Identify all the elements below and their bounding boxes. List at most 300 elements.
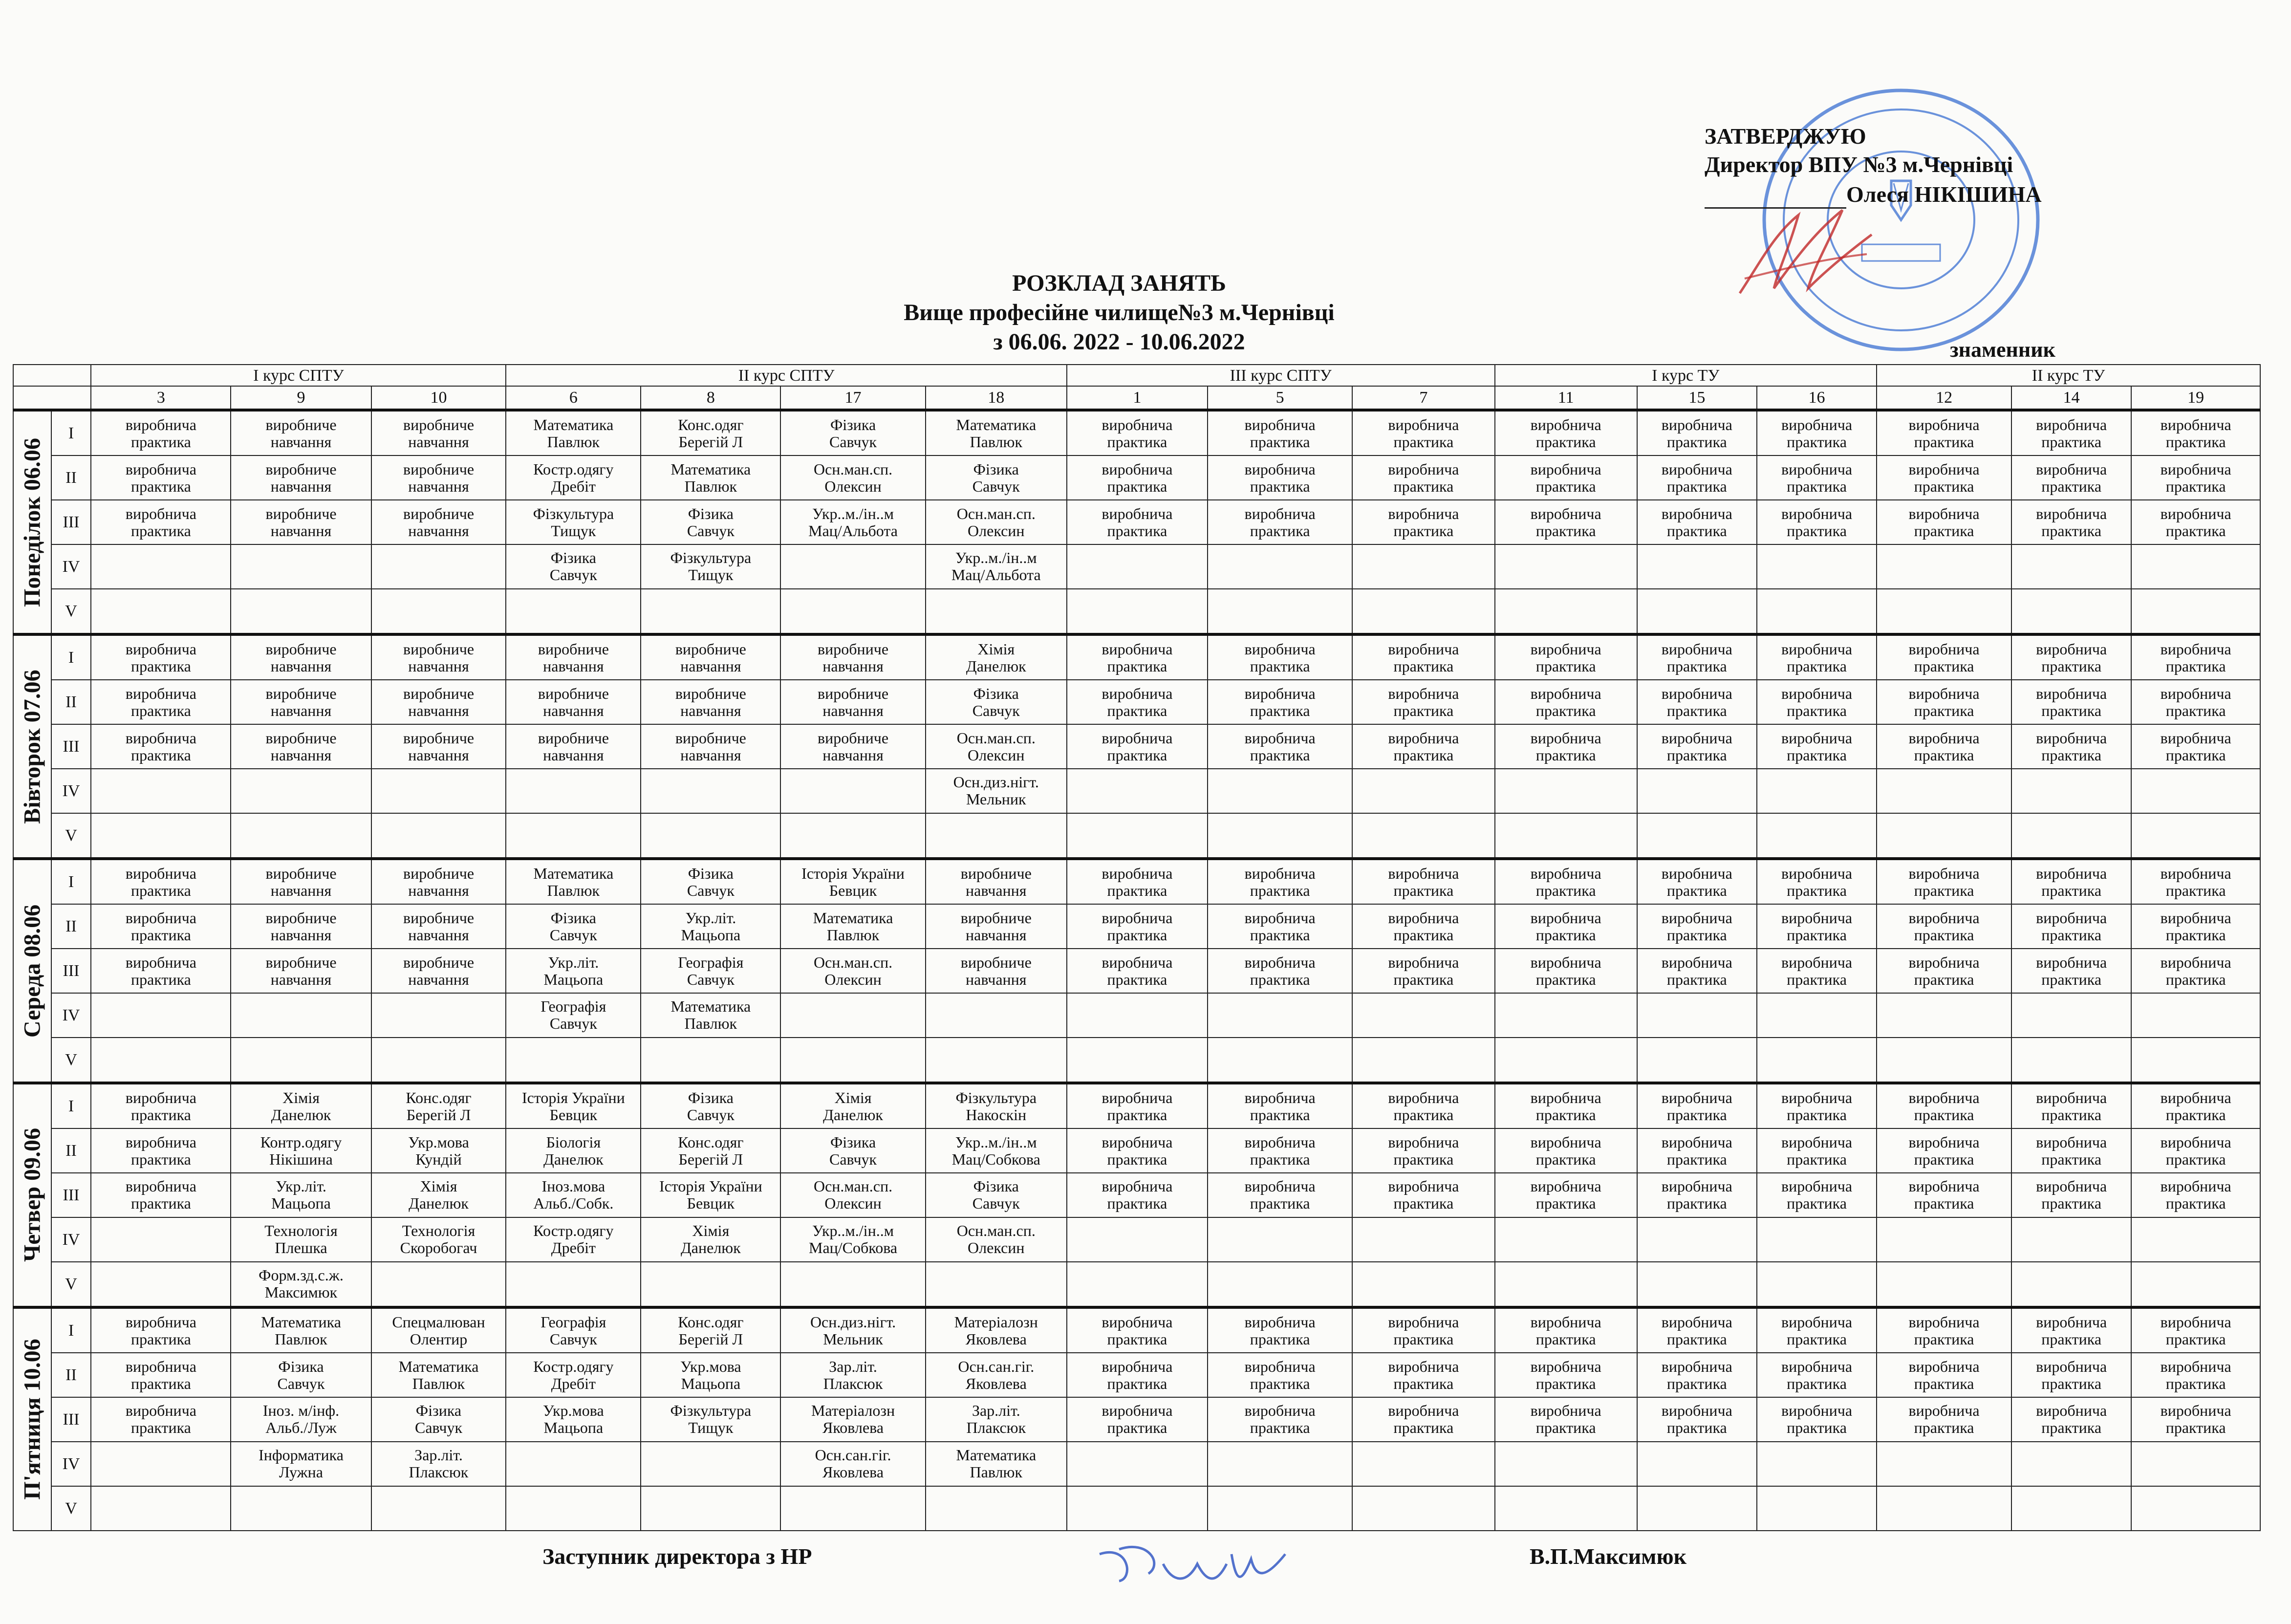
lesson-cell: виробниче навчання: [926, 859, 1067, 904]
lesson-cell: виробнича практика: [1208, 859, 1352, 904]
lesson-cell: [1352, 993, 1494, 1038]
lesson-cell: Укр.мова Мацьопа: [641, 1353, 780, 1397]
lesson-cell: виробниче навчання: [231, 500, 371, 544]
lesson-cell: [2131, 993, 2260, 1038]
lesson-cell: виробниче навчання: [641, 634, 780, 680]
lesson-cell: виробнича практика: [1352, 1353, 1494, 1397]
lesson-cell: Осн.диз.нігт. Мельник: [926, 769, 1067, 813]
lesson-cell: [231, 589, 371, 634]
lesson-cell: [641, 589, 780, 634]
lesson-cell: виробнича практика: [2131, 410, 2260, 455]
pair-number: ІІІ: [51, 1173, 91, 1217]
lesson-cell: [2131, 1262, 2260, 1307]
lesson-cell: [1495, 1217, 1637, 1262]
lesson-row: [13, 724, 2260, 769]
lesson-row: [13, 1307, 2260, 1353]
lesson-cell: [506, 1442, 641, 1486]
lesson-cell: Конс.одяг Берегій Л: [641, 1307, 780, 1353]
lesson-cell: виробнича практика: [91, 1173, 231, 1217]
group-number: 15: [1637, 386, 1757, 410]
lesson-cell: виробниче навчання: [926, 904, 1067, 949]
pair-number: V: [51, 589, 91, 634]
lesson-cell: виробнича практика: [1352, 1083, 1494, 1128]
lesson-cell: виробнича практика: [1495, 949, 1637, 993]
lesson-cell: виробнича практика: [1208, 1083, 1352, 1128]
lesson-cell: [91, 1486, 231, 1531]
lesson-cell: виробнича практика: [91, 859, 231, 904]
lesson-cell: виробнича практика: [1067, 1353, 1208, 1397]
lesson-cell: Контр.одягу Нікішина: [231, 1128, 371, 1173]
corner-cell: [13, 365, 91, 386]
lesson-cell: виробнича практика: [2011, 1128, 2131, 1173]
lesson-cell: виробнича практика: [1067, 455, 1208, 500]
lesson-cell: виробнича практика: [1495, 1128, 1637, 1173]
lesson-cell: [2011, 813, 2131, 859]
course-header: І курс ТУ: [1495, 365, 1877, 386]
lesson-cell: виробниче навчання: [506, 724, 641, 769]
lesson-cell: виробнича практика: [1067, 1173, 1208, 1217]
lesson-cell: виробнича практика: [1877, 1173, 2011, 1217]
lesson-cell: виробнича практика: [1352, 680, 1494, 724]
lesson-cell: виробниче навчання: [780, 724, 925, 769]
lesson-row: [13, 410, 2260, 455]
lesson-cell: [1067, 1262, 1208, 1307]
lesson-cell: виробнича практика: [1877, 410, 2011, 455]
group-number: 3: [91, 386, 231, 410]
lesson-cell: [1877, 589, 2011, 634]
lesson-cell: виробнича практика: [1208, 724, 1352, 769]
lesson-cell: виробнича практика: [1208, 500, 1352, 544]
lesson-cell: [1208, 993, 1352, 1038]
lesson-cell: виробниче навчання: [371, 949, 506, 993]
lesson-cell: [231, 1486, 371, 1531]
lesson-cell: Укр..м./ін..м Мац/Собкова: [780, 1217, 925, 1262]
lesson-cell: виробнича практика: [1877, 1307, 2011, 1353]
lesson-cell: [1067, 544, 1208, 589]
lesson-cell: виробниче навчання: [371, 410, 506, 455]
lesson-cell: [780, 1038, 925, 1083]
lesson-cell: [780, 589, 925, 634]
lesson-cell: виробнича практика: [2131, 1173, 2260, 1217]
lesson-cell: виробнича практика: [1877, 1083, 2011, 1128]
lesson-cell: [1352, 1442, 1494, 1486]
pair-number: V: [51, 1262, 91, 1307]
lesson-cell: [1208, 769, 1352, 813]
lesson-cell: [1352, 1217, 1494, 1262]
lesson-cell: виробнича практика: [1495, 634, 1637, 680]
lesson-cell: виробнича практика: [1877, 1128, 2011, 1173]
lesson-cell: виробниче навчання: [371, 859, 506, 904]
lesson-cell: Матеріалозн Яковлева: [780, 1397, 925, 1442]
lesson-cell: [91, 993, 231, 1038]
lesson-cell: Осн.ман.сп. Олексин: [926, 1217, 1067, 1262]
lesson-cell: [231, 993, 371, 1038]
lesson-cell: [1352, 589, 1494, 634]
lesson-cell: [1208, 589, 1352, 634]
lesson-cell: Фізика Савчук: [926, 1173, 1067, 1217]
lesson-cell: [1757, 1262, 1877, 1307]
lesson-cell: виробнича практика: [1495, 410, 1637, 455]
lesson-cell: [1208, 1262, 1352, 1307]
lesson-cell: Математика Павлюк: [506, 859, 641, 904]
lesson-cell: [1877, 1486, 2011, 1531]
lesson-cell: Технологія Плешка: [231, 1217, 371, 1262]
day-label: П'ятниця 10.06: [19, 1339, 45, 1500]
lesson-cell: виробнича практика: [1067, 1307, 1208, 1353]
lesson-cell: Укр..м./ін..м Мац/Альбота: [780, 500, 925, 544]
pair-number: ІІ: [51, 904, 91, 949]
lesson-row: [13, 993, 2260, 1038]
lesson-cell: [2011, 589, 2131, 634]
lesson-cell: Фізика Савчук: [926, 455, 1067, 500]
lesson-cell: [91, 1038, 231, 1083]
lesson-cell: виробнича практика: [2131, 859, 2260, 904]
lesson-cell: [91, 589, 231, 634]
lesson-cell: виробнича практика: [1067, 680, 1208, 724]
lesson-cell: [1637, 544, 1757, 589]
lesson-cell: виробнича практика: [1495, 1397, 1637, 1442]
lesson-cell: виробнича практика: [1352, 1397, 1494, 1442]
lesson-cell: виробнича практика: [2011, 500, 2131, 544]
lesson-cell: виробнича практика: [1208, 1397, 1352, 1442]
lesson-cell: Фізкультура Накоскін: [926, 1083, 1067, 1128]
lesson-row: [13, 500, 2260, 544]
lesson-cell: [2131, 544, 2260, 589]
document-title: [728, 269, 1510, 357]
lesson-cell: [2131, 1442, 2260, 1486]
lesson-cell: [2131, 589, 2260, 634]
lesson-row: [13, 813, 2260, 859]
lesson-cell: виробнича практика: [1352, 410, 1494, 455]
lesson-cell: Укр..м./ін..м Мац/Альбота: [926, 544, 1067, 589]
week-type-label: знаменник: [1950, 338, 2055, 362]
lesson-cell: [2011, 1442, 2131, 1486]
lesson-cell: [926, 1486, 1067, 1531]
lesson-cell: [641, 1262, 780, 1307]
lesson-cell: Біологія Данелюк: [506, 1128, 641, 1173]
lesson-cell: Осн.сан.гіг. Яковлева: [780, 1442, 925, 1486]
lesson-cell: виробнича практика: [1067, 634, 1208, 680]
lesson-cell: [1352, 544, 1494, 589]
lesson-cell: виробнича практика: [91, 1083, 231, 1128]
lesson-cell: [1208, 1442, 1352, 1486]
group-number: 7: [1352, 386, 1494, 410]
lesson-cell: Укр.мова Мацьопа: [506, 1397, 641, 1442]
lesson-cell: виробнича практика: [1208, 1173, 1352, 1217]
lesson-cell: виробнича практика: [1067, 500, 1208, 544]
lesson-cell: виробнича практика: [2131, 1397, 2260, 1442]
lesson-cell: Фізика Савчук: [506, 544, 641, 589]
lesson-cell: Географія Савчук: [506, 1307, 641, 1353]
lesson-cell: [1877, 1217, 2011, 1262]
lesson-cell: Костр.одягу Дребіт: [506, 1353, 641, 1397]
lesson-cell: [1352, 1262, 1494, 1307]
lesson-cell: виробнича практика: [1757, 724, 1877, 769]
lesson-cell: виробнича практика: [2011, 904, 2131, 949]
group-number: 10: [371, 386, 506, 410]
lesson-cell: виробнича практика: [1352, 904, 1494, 949]
group-number: 11: [1495, 386, 1637, 410]
lesson-cell: [91, 813, 231, 859]
lesson-cell: [1877, 1442, 2011, 1486]
group-number: 6: [506, 386, 641, 410]
lesson-cell: виробнича практика: [1757, 859, 1877, 904]
pair-number: ІІІ: [51, 1397, 91, 1442]
lesson-cell: виробниче навчання: [231, 904, 371, 949]
lesson-cell: [371, 769, 506, 813]
lesson-cell: виробнича практика: [1877, 904, 2011, 949]
lesson-cell: Фізика Савчук: [231, 1353, 371, 1397]
lesson-cell: [91, 1442, 231, 1486]
lesson-cell: виробнича практика: [2131, 500, 2260, 544]
lesson-cell: Осн.ман.сп. Олексин: [780, 455, 925, 500]
lesson-cell: Костр.одягу Дребіт: [506, 455, 641, 500]
lesson-cell: виробнича практика: [1637, 1128, 1757, 1173]
lesson-cell: виробнича практика: [2011, 634, 2131, 680]
director-signature: [1730, 195, 1877, 303]
lesson-cell: [506, 1038, 641, 1083]
lesson-cell: Фізика Савчук: [641, 500, 780, 544]
lesson-cell: [780, 769, 925, 813]
lesson-cell: виробнича практика: [1352, 1307, 1494, 1353]
lesson-cell: виробнича практика: [2011, 1083, 2131, 1128]
lesson-cell: виробнича практика: [91, 904, 231, 949]
lesson-cell: Математика Павлюк: [506, 410, 641, 455]
lesson-cell: виробнича практика: [1352, 500, 1494, 544]
lesson-cell: [1352, 769, 1494, 813]
lesson-cell: [1877, 813, 2011, 859]
lesson-cell: виробнича практика: [1757, 1397, 1877, 1442]
lesson-cell: виробниче навчання: [926, 949, 1067, 993]
day-label: Вівторок 07.06: [19, 669, 45, 824]
lesson-cell: Конс.одяг Берегій Л: [641, 1128, 780, 1173]
lesson-cell: Фізкультура Тищук: [641, 1397, 780, 1442]
lesson-row: [13, 1038, 2260, 1083]
day-label-cell: [13, 634, 51, 859]
lesson-cell: виробнича практика: [1877, 1397, 2011, 1442]
lesson-cell: виробниче навчання: [780, 634, 925, 680]
lesson-cell: виробнича практика: [1877, 724, 2011, 769]
lesson-cell: [371, 589, 506, 634]
lesson-cell: виробнича практика: [1495, 680, 1637, 724]
lesson-cell: Конс.одяг Берегій Л: [371, 1083, 506, 1128]
lesson-cell: Осн.ман.сп. Олексин: [926, 500, 1067, 544]
lesson-cell: [1877, 1038, 2011, 1083]
lesson-cell: [231, 544, 371, 589]
group-number: 8: [641, 386, 780, 410]
lesson-cell: [1757, 1486, 1877, 1531]
lesson-cell: Хімія Данелюк: [371, 1173, 506, 1217]
lesson-row: [13, 1486, 2260, 1531]
lesson-cell: [1067, 1486, 1208, 1531]
lesson-cell: Осн.сан.гіг. Яковлева: [926, 1353, 1067, 1397]
deputy-signature: [1090, 1535, 1295, 1588]
lesson-cell: Фізика Савчук: [926, 680, 1067, 724]
lesson-cell: виробнича практика: [2131, 634, 2260, 680]
lesson-cell: виробнича практика: [1067, 410, 1208, 455]
lesson-cell: [780, 1262, 925, 1307]
lesson-cell: виробнича практика: [2011, 949, 2131, 993]
lesson-cell: Інформатика Лужна: [231, 1442, 371, 1486]
lesson-cell: Фізика Савчук: [506, 904, 641, 949]
lesson-cell: виробнича практика: [1877, 949, 2011, 993]
lesson-cell: [641, 1442, 780, 1486]
pair-number: ІІ: [51, 455, 91, 500]
lesson-cell: Хімія Данелюк: [641, 1217, 780, 1262]
lesson-cell: Географія Савчук: [506, 993, 641, 1038]
lesson-row: [13, 1083, 2260, 1128]
pair-number: ІІ: [51, 680, 91, 724]
pair-number: V: [51, 813, 91, 859]
pair-number: І: [51, 859, 91, 904]
lesson-cell: виробнича практика: [2011, 859, 2131, 904]
lesson-cell: [1637, 813, 1757, 859]
lesson-cell: [1208, 1486, 1352, 1531]
lesson-cell: виробнича практика: [91, 724, 231, 769]
lesson-cell: виробниче навчання: [231, 724, 371, 769]
lesson-cell: виробнича практика: [2131, 724, 2260, 769]
lesson-cell: Іноз.мова Альб./Собк.: [506, 1173, 641, 1217]
lesson-cell: Математика Павлюк: [641, 993, 780, 1038]
lesson-cell: Математика Павлюк: [926, 1442, 1067, 1486]
lesson-cell: [1495, 589, 1637, 634]
lesson-cell: [91, 1262, 231, 1307]
lesson-cell: виробнича практика: [1637, 859, 1757, 904]
lesson-row: [13, 589, 2260, 634]
lesson-cell: виробнича практика: [1877, 859, 2011, 904]
day-label: Четвер 09.06: [19, 1128, 45, 1262]
lesson-cell: виробнича практика: [2131, 1353, 2260, 1397]
lesson-cell: виробнича практика: [1637, 1083, 1757, 1128]
lesson-cell: виробнича практика: [1208, 1128, 1352, 1173]
lesson-cell: виробнича практика: [1757, 949, 1877, 993]
lesson-cell: виробнича практика: [1208, 455, 1352, 500]
group-number: 1: [1067, 386, 1208, 410]
lesson-cell: Історія України Бевцик: [780, 859, 925, 904]
lesson-cell: [1067, 589, 1208, 634]
lesson-cell: виробнича практика: [2131, 904, 2260, 949]
lesson-cell: виробнича практика: [91, 949, 231, 993]
lesson-cell: виробнича практика: [1495, 500, 1637, 544]
lesson-row: [13, 1442, 2260, 1486]
group-number: 17: [780, 386, 925, 410]
lesson-cell: [641, 813, 780, 859]
lesson-cell: [2011, 993, 2131, 1038]
pair-number: І: [51, 1307, 91, 1353]
lesson-cell: виробнича практика: [1067, 904, 1208, 949]
lesson-cell: виробнича практика: [1757, 1353, 1877, 1397]
lesson-cell: [2011, 769, 2131, 813]
lesson-row: [13, 1173, 2260, 1217]
lesson-cell: Матеріалозн Яковлева: [926, 1307, 1067, 1353]
lesson-cell: [1637, 1262, 1757, 1307]
lesson-cell: виробниче навчання: [231, 859, 371, 904]
lesson-cell: виробнича практика: [1208, 410, 1352, 455]
lesson-cell: [1208, 1038, 1352, 1083]
day-label-cell: [13, 410, 51, 634]
lesson-cell: [506, 769, 641, 813]
lesson-cell: [1208, 544, 1352, 589]
lesson-cell: [1757, 813, 1877, 859]
lesson-row: [13, 455, 2260, 500]
lesson-cell: виробнича практика: [1495, 455, 1637, 500]
lesson-cell: Хімія Данелюк: [780, 1083, 925, 1128]
lesson-cell: [926, 1038, 1067, 1083]
lesson-cell: [1352, 1486, 1494, 1531]
lesson-cell: [231, 1038, 371, 1083]
day-label-cell: [13, 1083, 51, 1307]
lesson-cell: виробнича практика: [1495, 904, 1637, 949]
lesson-cell: виробнича практика: [1352, 1173, 1494, 1217]
lesson-cell: [1495, 813, 1637, 859]
lesson-cell: [1637, 769, 1757, 813]
lesson-cell: виробниче навчання: [231, 455, 371, 500]
lesson-cell: Історія України Бевцик: [641, 1173, 780, 1217]
lesson-cell: Фізика Савчук: [641, 859, 780, 904]
lesson-cell: [2011, 1486, 2131, 1531]
pair-number: ІІІ: [51, 949, 91, 993]
lesson-cell: [1495, 769, 1637, 813]
lesson-cell: [926, 993, 1067, 1038]
day-label: Понеділок 06.06: [19, 437, 45, 607]
lesson-cell: Осн.ман.сп. Олексин: [926, 724, 1067, 769]
lesson-cell: Конс.одяг Берегій Л: [641, 410, 780, 455]
lesson-cell: виробнича практика: [1757, 1173, 1877, 1217]
lesson-cell: [91, 1217, 231, 1262]
lesson-cell: виробнича практика: [1757, 1083, 1877, 1128]
lesson-cell: виробнича практика: [91, 500, 231, 544]
lesson-cell: виробнича практика: [2131, 1128, 2260, 1173]
course-header: ІІ курс СПТУ: [506, 365, 1066, 386]
lesson-cell: виробниче навчання: [371, 500, 506, 544]
lesson-cell: виробнича практика: [1637, 949, 1757, 993]
lesson-cell: виробнича практика: [1637, 634, 1757, 680]
lesson-row: [13, 1262, 2260, 1307]
lesson-cell: [371, 813, 506, 859]
lesson-cell: виробнича практика: [2011, 1173, 2131, 1217]
lesson-cell: виробнича практика: [1208, 1307, 1352, 1353]
pair-number: ІV: [51, 1217, 91, 1262]
lesson-cell: виробнича практика: [1495, 859, 1637, 904]
lesson-cell: виробнича практика: [1637, 1307, 1757, 1353]
group-number: 12: [1877, 386, 2011, 410]
lesson-cell: Математика Павлюк: [780, 904, 925, 949]
lesson-cell: виробнича практика: [1637, 680, 1757, 724]
lesson-cell: Осн.ман.сп. Олексин: [780, 949, 925, 993]
pair-number: ІV: [51, 1442, 91, 1486]
lesson-cell: виробнича практика: [1067, 1128, 1208, 1173]
lesson-cell: виробнича практика: [1495, 1173, 1637, 1217]
lesson-cell: Географія Савчук: [641, 949, 780, 993]
lesson-cell: [1757, 544, 1877, 589]
lesson-row: [13, 544, 2260, 589]
lesson-cell: Укр.літ. Мацьопа: [641, 904, 780, 949]
group-number: 18: [926, 386, 1067, 410]
lesson-cell: виробнича практика: [2131, 455, 2260, 500]
lesson-cell: Математика Павлюк: [641, 455, 780, 500]
lesson-cell: [1495, 993, 1637, 1038]
pair-number: І: [51, 1083, 91, 1128]
lesson-cell: Фізика Савчук: [780, 1128, 925, 1173]
lesson-cell: [2011, 1217, 2131, 1262]
lesson-cell: виробнича практика: [2011, 455, 2131, 500]
lesson-row: [13, 769, 2260, 813]
lesson-cell: Осн.ман.сп. Олексин: [780, 1173, 925, 1217]
lesson-cell: Спецмалюван Олентир: [371, 1307, 506, 1353]
lesson-cell: Хімія Данелюк: [926, 634, 1067, 680]
lesson-cell: виробнича практика: [2011, 1397, 2131, 1442]
lesson-cell: виробнича практика: [2011, 680, 2131, 724]
